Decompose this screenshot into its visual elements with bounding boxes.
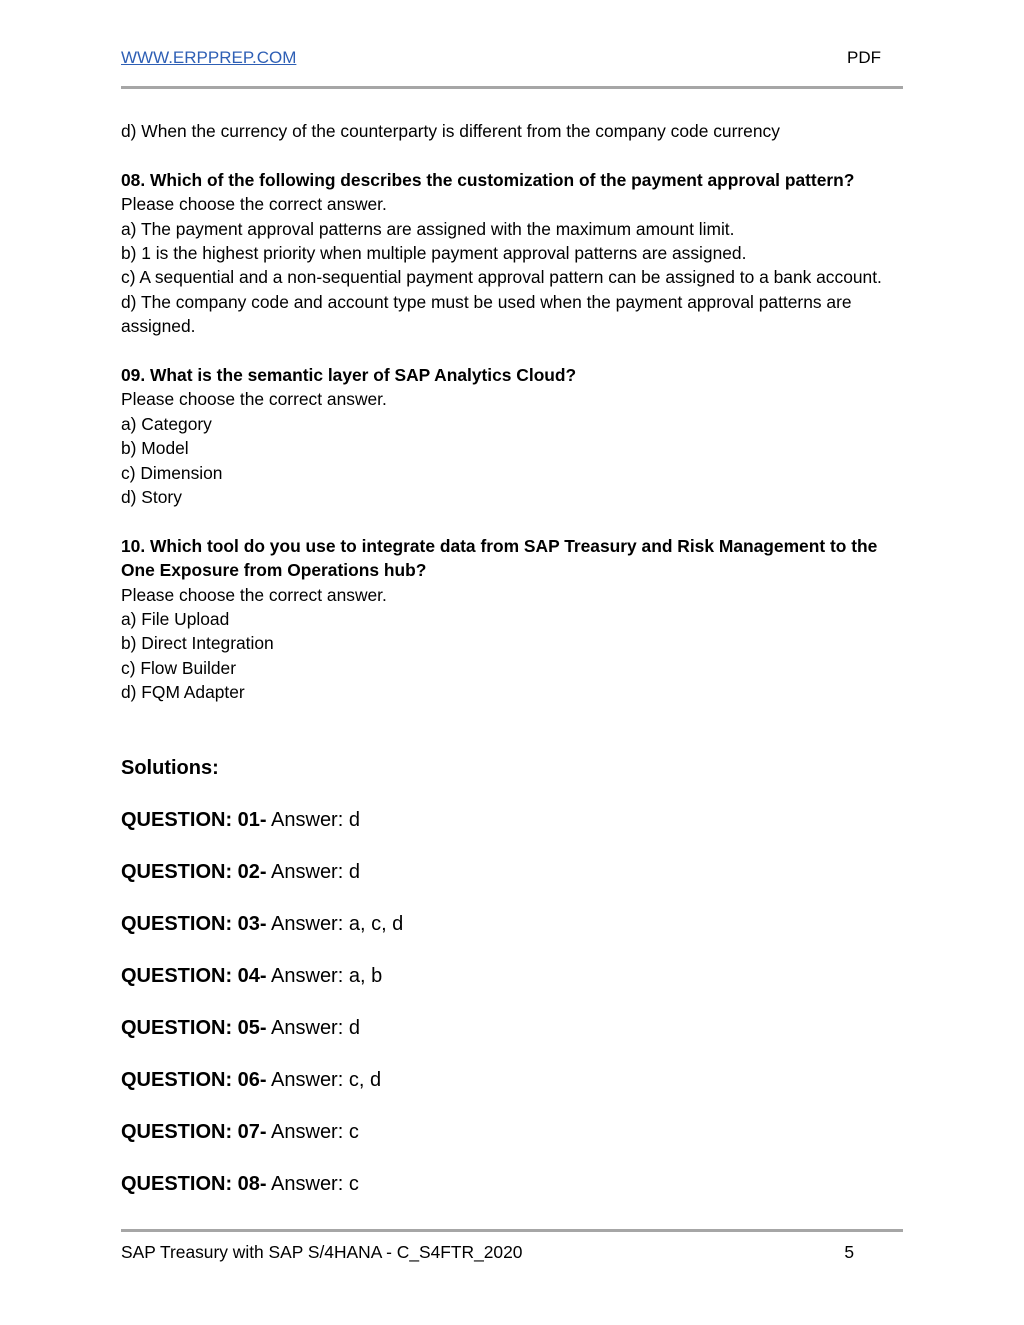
question-instruction: Please choose the correct answer. (121, 584, 387, 605)
solution-row (121, 1014, 903, 1042)
site-link[interactable]: WWW.ERPPREP.COM (121, 48, 297, 67)
answer-option: d) FQM Adapter (121, 682, 245, 703)
question-number-label: QUESTION: 04- (121, 965, 267, 987)
answer-option: a) Category (121, 413, 212, 434)
question-title: 09. What is the semantic layer of SAP Analytics Cloud? (121, 365, 577, 386)
answer-option: b) 1 is the highest priority when multiple payment approval patterns are assigned. (121, 243, 747, 264)
answer-option: a) File Upload (121, 609, 230, 630)
answer-option: d) Story (121, 487, 182, 508)
spacer (121, 509, 903, 533)
solution-row (121, 1118, 903, 1146)
footer-title: SAP Treasury with SAP S/4HANA - C_S4FTR_2020 (121, 1242, 523, 1262)
answer-option: a) The payment approval patterns are assigned with the maximum amount limit. (121, 218, 735, 239)
answer-value: Answer: c (271, 1173, 359, 1195)
header-format-label: PDF (847, 48, 881, 67)
question-instruction: Please choose the correct answer. (121, 194, 387, 215)
solution-row (121, 1066, 903, 1094)
question-number-label: QUESTION: 06- (121, 1069, 267, 1091)
answer-value: Answer: d (271, 1017, 360, 1039)
header-divider (121, 86, 903, 89)
question-title: 10. Which tool do you use to integrate data from SAP Treasury and Risk Management to the One Exposure from Operations hub? (121, 535, 878, 581)
page-number: 5 (844, 1242, 854, 1262)
question-number-label: QUESTION: 02- (121, 861, 267, 883)
answer-value: Answer: a, b (271, 965, 383, 987)
footer-divider (121, 1229, 903, 1232)
answer-value: Answer: a, c, d (271, 913, 404, 935)
question-number-label: QUESTION: 03- (121, 913, 267, 935)
answer-option: c) A sequential and a non-sequential payment approval pattern can be assigned to a bank account. (121, 267, 882, 288)
question-number-label: QUESTION: 05- (121, 1017, 267, 1039)
solution-row (121, 858, 903, 886)
solution-row (121, 806, 903, 834)
continuation-option: d) When the currency of the counterparty is different from the company code currency (121, 121, 780, 141)
question-number-label: QUESTION: 08- (121, 1173, 267, 1195)
question-08 (121, 168, 903, 339)
answer-value: Answer: c, d (271, 1069, 382, 1091)
answer-option: c) Flow Builder (121, 657, 237, 678)
solutions-heading: Solutions: (121, 757, 219, 779)
solution-row (121, 910, 903, 938)
answer-option: d) The company code and account type must be used when the payment approval patterns are assigned. (121, 291, 852, 337)
question-number-label: QUESTION: 01- (121, 809, 267, 831)
solution-row (121, 962, 903, 990)
question-instruction: Please choose the correct answer. (121, 389, 387, 410)
question-title: 08. Which of the following describes the customization of the payment approval pattern? (121, 169, 855, 190)
spacer (121, 143, 903, 167)
questions-content (121, 119, 903, 705)
solutions-section (121, 754, 903, 1198)
question-10 (121, 534, 903, 705)
question-09 (121, 363, 903, 509)
answer-option: b) Direct Integration (121, 633, 274, 654)
answer-option: b) Model (121, 438, 189, 459)
solution-row (121, 1170, 903, 1198)
answer-value: Answer: d (271, 809, 360, 831)
spacer (121, 339, 903, 363)
page-header (121, 48, 881, 72)
answer-value: Answer: c (271, 1121, 359, 1143)
page-footer (121, 1240, 854, 1264)
answer-value: Answer: d (271, 861, 360, 883)
answer-option: c) Dimension (121, 462, 223, 483)
question-number-label: QUESTION: 07- (121, 1121, 267, 1143)
